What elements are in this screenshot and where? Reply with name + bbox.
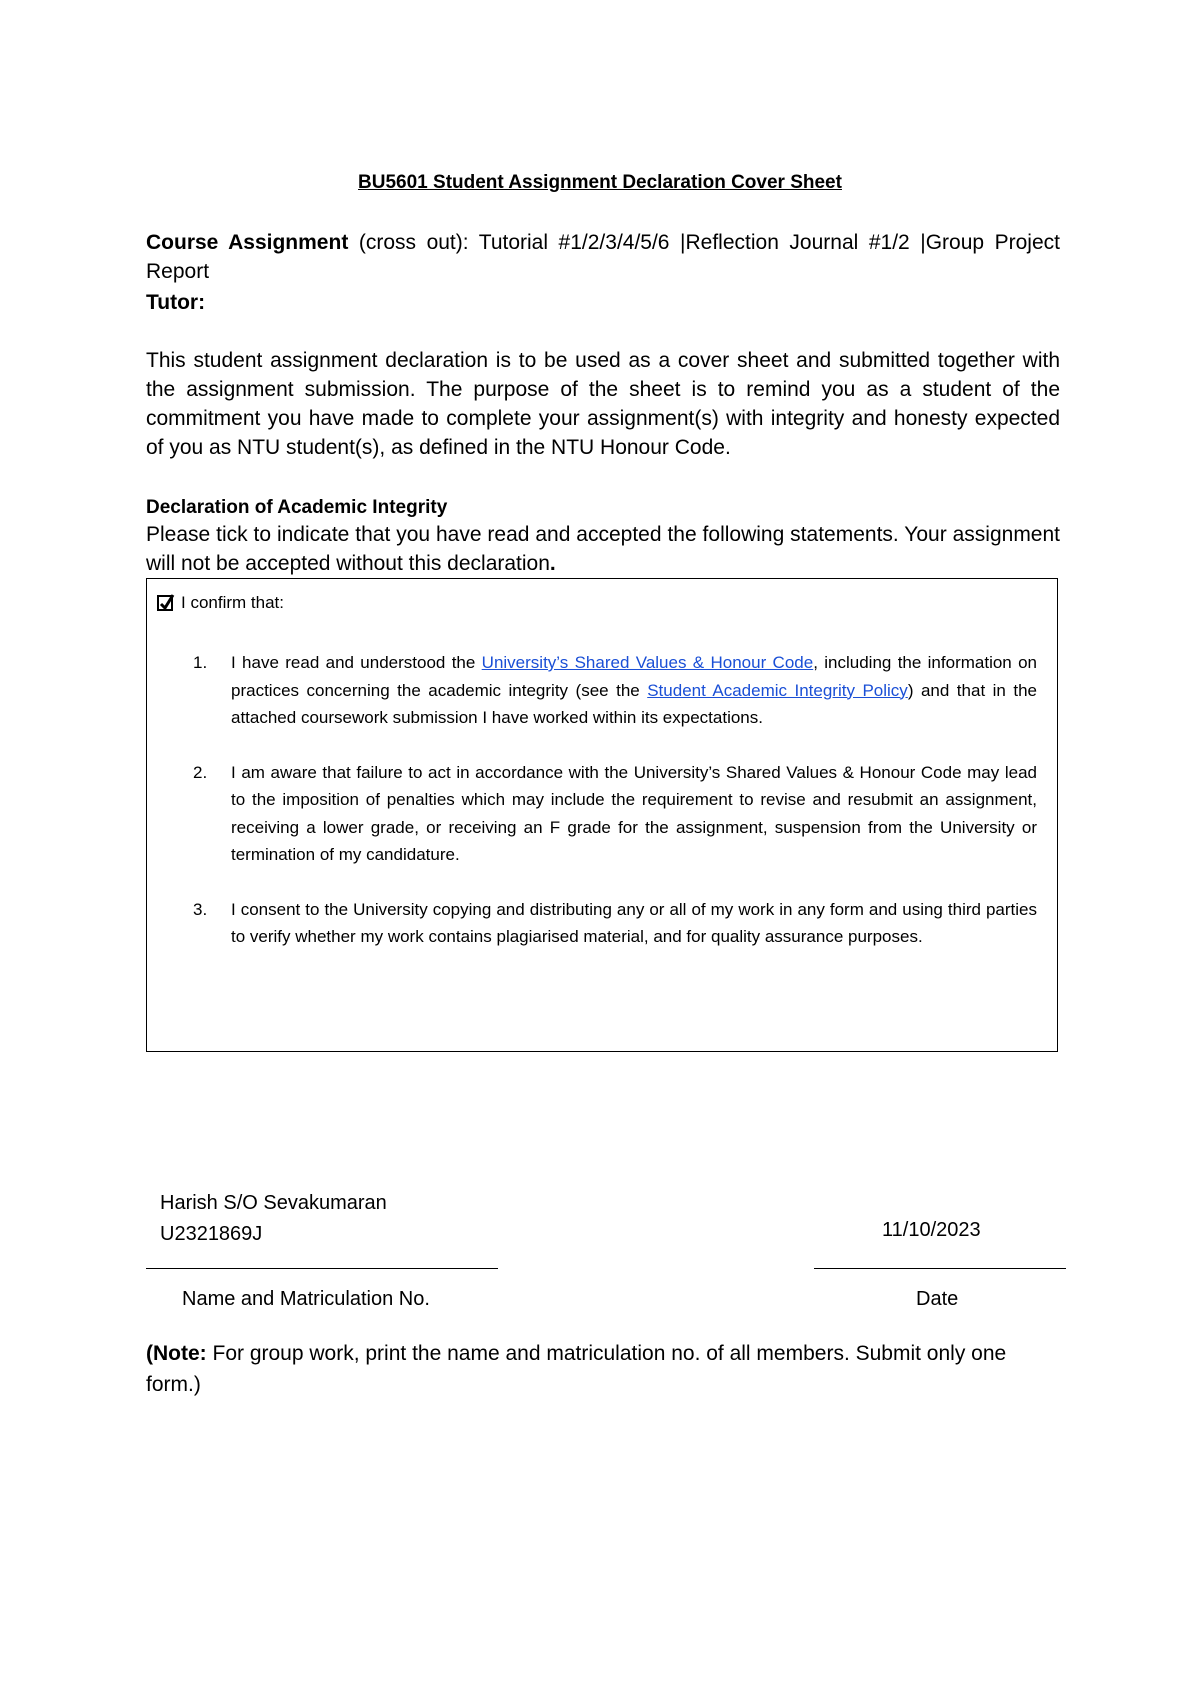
tutor-label: Tutor:: [146, 291, 206, 314]
course-assignment-line: [146, 228, 1060, 286]
date-signature-line: [814, 1268, 1066, 1269]
list-item-number: 2.: [193, 762, 208, 782]
declaration-instruction-text: Please tick to indicate that you have read and accepted the following statements. Your assignment will not be accepted without this declaration: [146, 523, 1060, 575]
intro-paragraph: This student assignment declaration is to be used as a cover sheet and submitted together with the assignment submission. The purpose of the sheet is to remind you as a student of the commitment you have made to complete your assignment(s) with integrity and honesty expected of you as NTU student(s), as defined in the NTU Honour Code.: [146, 349, 1060, 459]
declaration-box: [146, 578, 1058, 1052]
declaration-instruction-period: .: [549, 552, 556, 575]
integrity-policy-link[interactable]: Student Academic Integrity Policy: [647, 680, 908, 700]
date-label: Date: [916, 1288, 959, 1310]
item1-text-a: I have read and understood the: [231, 653, 482, 672]
declaration-heading: Declaration of Academic Integrity: [146, 497, 448, 518]
confirm-label: I confirm that:: [181, 593, 284, 612]
note-text: For group work, print the name and matriculation no. of all members. Submit only one form.): [146, 1342, 1007, 1396]
list-item: [193, 759, 1037, 869]
list-item-text: [231, 649, 1037, 732]
list-item: [193, 649, 1037, 732]
course-assignment-options: (cross out): Tutorial #1/2/3/4/5/6 |Reflection Journal #1/2 |Group Project Report: [146, 231, 1060, 283]
item1-text-c: ) and that in the attached coursework submission I have worked within its expectations.: [231, 680, 1038, 727]
list-item: [193, 896, 1037, 951]
note-label: (Note:: [146, 1342, 207, 1365]
matric-number: U2321869J: [160, 1223, 263, 1245]
student-name: Harish S/O Sevakumaran: [160, 1192, 387, 1214]
student-signature-block: [160, 1188, 387, 1250]
list-item-text: I am aware that failure to act in accordance with the University’s Shared Values & Honour Code may lead to the imposition of penalties which may include the requirement to revise and resubmit an assignment, receiving a lower grade, or receiving an F grade for the assignment, suspension from the University or termination of my candidature.: [231, 762, 1037, 864]
honour-code-link[interactable]: University’s Shared Values & Honour Code: [481, 653, 814, 672]
list-item-number: 3.: [193, 899, 208, 919]
course-assignment-label: Course Assignment: [146, 231, 349, 254]
list-item-text: I consent to the University copying and distributing any or all of my work in any form and using third parties to verify whether my work contains plagiarised material, and for quality assurance purposes.: [231, 899, 1037, 946]
document-title: BU5601 Student Assignment Declaration Cover Sheet: [358, 172, 842, 193]
declaration-list: [193, 649, 1037, 978]
list-item-number: 1.: [193, 653, 208, 672]
signature-date: 11/10/2023: [882, 1219, 981, 1241]
note-paragraph: [146, 1338, 1060, 1400]
name-signature-line: [146, 1268, 498, 1269]
declaration-instruction: [146, 520, 1060, 578]
name-matric-label: Name and Matriculation No.: [182, 1288, 430, 1310]
confirm-row: [157, 593, 284, 613]
checked-checkbox-icon[interactable]: [157, 595, 173, 611]
item1-text-b: , including the information on practices concerning the academic integrity (see the: [231, 653, 1037, 700]
